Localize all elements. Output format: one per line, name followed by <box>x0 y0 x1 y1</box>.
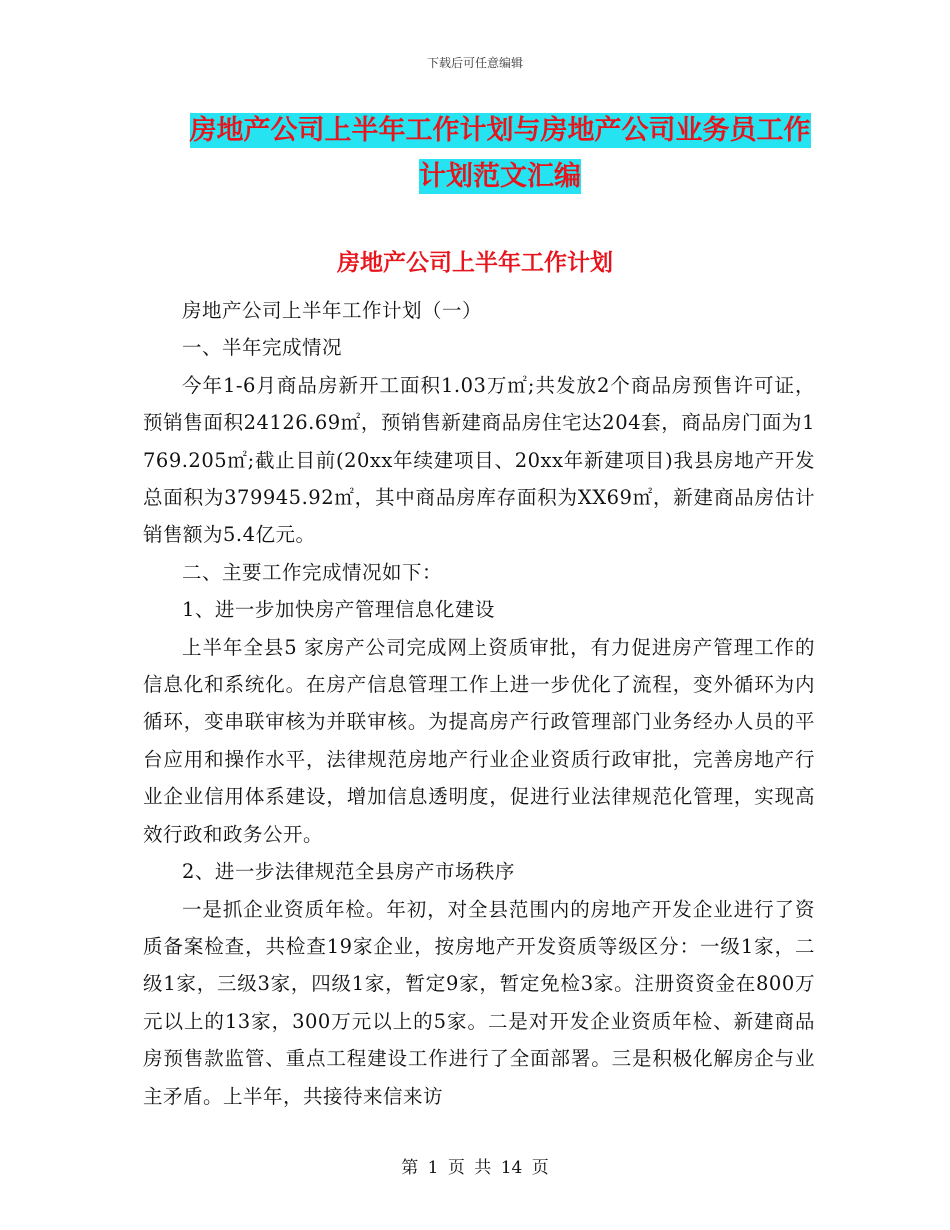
paragraph-subtitle: 房地产公司上半年工作计划（一） <box>182 299 483 322</box>
document-title-line-2: 计划范文汇编 <box>419 161 581 192</box>
paragraph: 上半年全县5 家房产公司完成网上资质审批，有力促进房产管理工作的信息化和系统化。在房产信息管理工作上进一步优化了流程，变外循环为内循环，变串联审核为并联审核。为提高房产行政管理部门业务经办人员的平台应用和操作水平，法律规范房地产行业企业资质行政审批，完善房地产行业企业信用体系建设，增加信息透明度，促进行业法律规范化管理，实现高效行政和政务公开。 <box>143 635 815 846</box>
paragraph-heading-1: 一、半年完成情况 <box>182 336 343 360</box>
document-title <box>150 108 850 200</box>
body-text <box>143 292 815 1115</box>
paragraph-subheading-1: 1、进一步加快房产管理信息化建设 <box>182 598 495 622</box>
header-note: 下载后可任意编辑 <box>426 56 523 70</box>
paragraph: 一是抓企业资质年检。年初，对全县范围内的房地产开发企业进行了资质备案检查，共检查19家企业，按房地产开发资质等级区分：一级1家，二级1家，三级3家，四级1家，暂定9家，暂定免检3家。注册资资金在800万元以上的13家，300万元以上的5家。二是对开发企业资质年检、新建商品房预售款监管、重点工程建设工作进行了全面部署。三是积极化解房企与业主矛盾。上半年，共接待来信来访 <box>143 897 815 1108</box>
document-title-line-1: 房地产公司上半年工作计划与房地产公司业务员工作 <box>189 115 811 146</box>
paragraph-heading-2: 二、主要工作完成情况如下： <box>182 560 443 584</box>
page-footer: 第 1 页 共 14 页 <box>401 1158 549 1178</box>
section-title: 房地产公司上半年工作计划 <box>337 250 613 276</box>
paragraph: 今年1-6月商品房新开工面积1.03万㎡;共发放2个商品房预售许可证，预销售面积24126.69㎡，预销售新建商品房住宅达204套，商品房门面为1769.205㎡;截止目前(20xx年续建项目、20xx年新建项目)我县房地产开发总面积为379945.92㎡，其中商品房库存面积为XX69㎡，新建商品房估计销售额为5.4亿元。 <box>143 373 815 547</box>
paragraph-subheading-2: 2、进一步法律规范全县房产市场秩序 <box>182 860 515 884</box>
